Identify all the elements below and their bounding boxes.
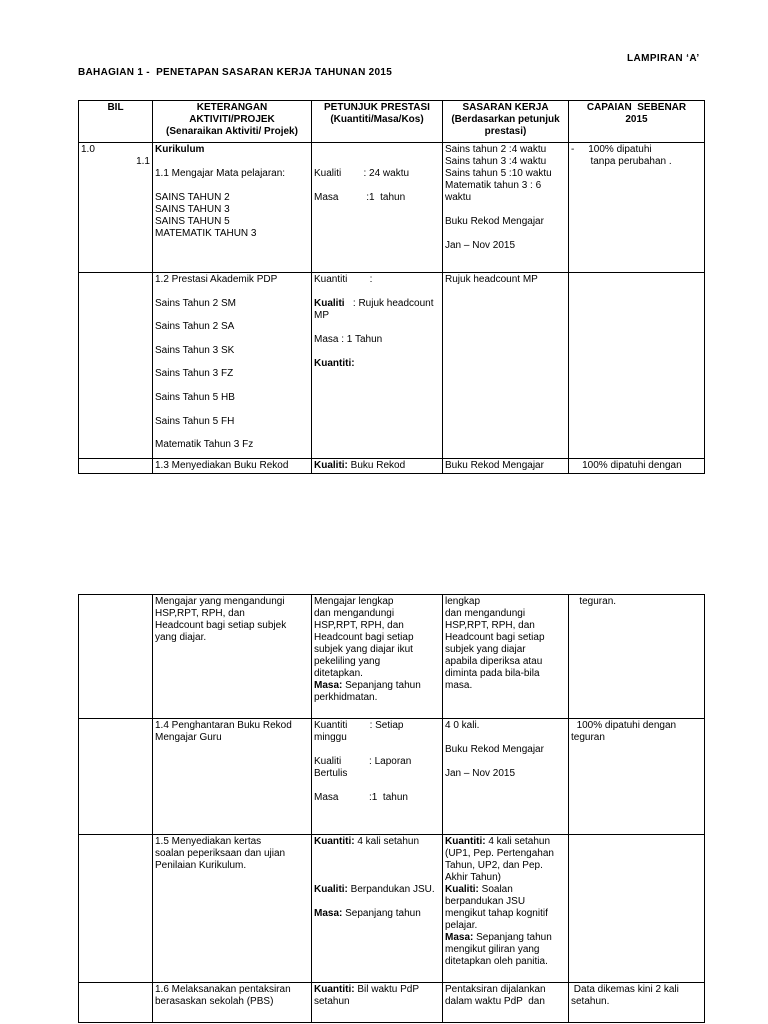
petunjuk-cell: Kuantiti : Setiap minggu Kualiti : Laporan Bertulis Masa :1 tahun	[312, 719, 443, 835]
capaian-cell: 100% dipatuhi dengan teguran	[569, 719, 705, 835]
petunjuk-cell: Kuantiti: Bil waktu PdP setahun	[312, 983, 443, 1023]
sasaran-cell: Buku Rekod Mengajar	[443, 459, 569, 474]
header-capaian: CAPAIAN SEBENAR 2015	[569, 101, 705, 143]
table-row	[79, 835, 705, 983]
table-row	[79, 273, 705, 459]
petunjuk-cell: Kuantiti : Kualiti : Rujuk headcount MP Masa : 1 Tahun Kuantiti:	[312, 273, 443, 459]
capaian-cell	[569, 835, 705, 983]
section-heading: BAHAGIAN 1 - PENETAPAN SASARAN KERJA TAHUNAN 2015	[78, 67, 393, 78]
bil-cell	[79, 595, 153, 719]
capaian-cell: Data dikemas kini 2 kali setahun.	[569, 983, 705, 1023]
keterangan-cell: 1.3 Menyediakan Buku Rekod	[153, 459, 312, 474]
header-keterangan: KETERANGAN AKTIVITI/PROJEK (Senaraikan Aktiviti/ Projek)	[153, 101, 312, 143]
target-table-part-1	[78, 100, 705, 474]
capaian-cell: teguran.	[569, 595, 705, 719]
table-row	[79, 983, 705, 1023]
header-sasaran: SASARAN KERJA (Berdasarkan petunjuk prestasi)	[443, 101, 569, 143]
keterangan-cell: 1.4 Penghantaran Buku Rekod Mengajar Guru	[153, 719, 312, 835]
capaian-cell	[569, 273, 705, 459]
table-row	[79, 143, 705, 273]
keterangan-cell: 1.6 Melaksanakan pentaksiran berasaskan sekolah (PBS)	[153, 983, 312, 1023]
sasaran-cell: Kuantiti: 4 kali setahun (UP1, Pep. Pertengahan Tahun, UP2, dan Pep. Akhir Tahun) Kualiti: Soalan berpandukan JSU mengikut tahap kognitif pelajar. Masa: Sepanjang tahun mengikut giliran yang ditetapkan oleh panitia.	[443, 835, 569, 983]
table-row	[79, 459, 705, 474]
sasaran-cell: Pentaksiran dijalankan dalam waktu PdP dan	[443, 983, 569, 1023]
capaian-cell: 100% dipatuhi dengan	[569, 459, 705, 474]
petunjuk-cell: Kualiti : 24 waktu Masa :1 tahun	[312, 143, 443, 273]
capaian-cell: - 100% dipatuhi tanpa perubahan .	[569, 143, 705, 273]
target-table-part-2	[78, 594, 705, 1023]
bil-cell	[79, 719, 153, 835]
table-row	[79, 595, 705, 719]
sasaran-cell: 4 0 kali. Buku Rekod Mengajar Jan – Nov 2015	[443, 719, 569, 835]
sasaran-cell: Rujuk headcount MP	[443, 273, 569, 459]
bil-cell	[79, 273, 153, 459]
bil-cell	[79, 459, 153, 474]
header-row	[79, 101, 705, 143]
lampiran-label: LAMPIRAN ‘A’	[627, 53, 700, 64]
bil-cell: 1.0 1.1	[79, 143, 153, 273]
table-row	[79, 719, 705, 835]
sasaran-cell: lengkap dan mengandungi HSP,RPT, RPH, dan Headcount bagi setiap subjek yang diajar apabila diperiksa atau diminta pada bila-bila masa.	[443, 595, 569, 719]
keterangan-cell: Kurikulum 1.1 Mengajar Mata pelajaran: SAINS TAHUN 2 SAINS TAHUN 3 SAINS TAHUN 5 MATEMATIK TAHUN 3	[153, 143, 312, 273]
header-bil: BIL	[79, 101, 153, 143]
keterangan-cell: Mengajar yang mengandungi HSP,RPT, RPH, dan Headcount bagi setiap subjek yang diajar.	[153, 595, 312, 719]
petunjuk-cell: Kuantiti: 4 kali setahun Kualiti: Berpandukan JSU. Masa: Sepanjang tahun	[312, 835, 443, 983]
keterangan-cell: 1.2 Prestasi Akademik PDP Sains Tahun 2 SM Sains Tahun 2 SA Sains Tahun 3 SK Sains Tahun 3 FZ Sains Tahun 5 HB Sains Tahun 5 FH Matematik Tahun 3 Fz	[153, 273, 312, 459]
sasaran-cell: Sains tahun 2 :4 waktu Sains tahun 3 :4 waktu Sains tahun 5 :10 waktu Matematik tahun 3 : 6 waktu Buku Rekod Mengajar Jan – Nov 2015	[443, 143, 569, 273]
petunjuk-cell: Mengajar lengkap dan mengandungi HSP,RPT, RPH, dan Headcount bagi setiap subjek yang diajar ikut pekeliling yang ditetapkan. Masa: Sepanjang tahun perkhidmatan.	[312, 595, 443, 719]
bil-cell	[79, 983, 153, 1023]
header-petunjuk: PETUNJUK PRESTASI (Kuantiti/Masa/Kos)	[312, 101, 443, 143]
bil-cell	[79, 835, 153, 983]
petunjuk-cell: Kualiti: Buku Rekod	[312, 459, 443, 474]
keterangan-cell: 1.5 Menyediakan kertas soalan peperiksaan dan ujian Penilaian Kurikulum.	[153, 835, 312, 983]
